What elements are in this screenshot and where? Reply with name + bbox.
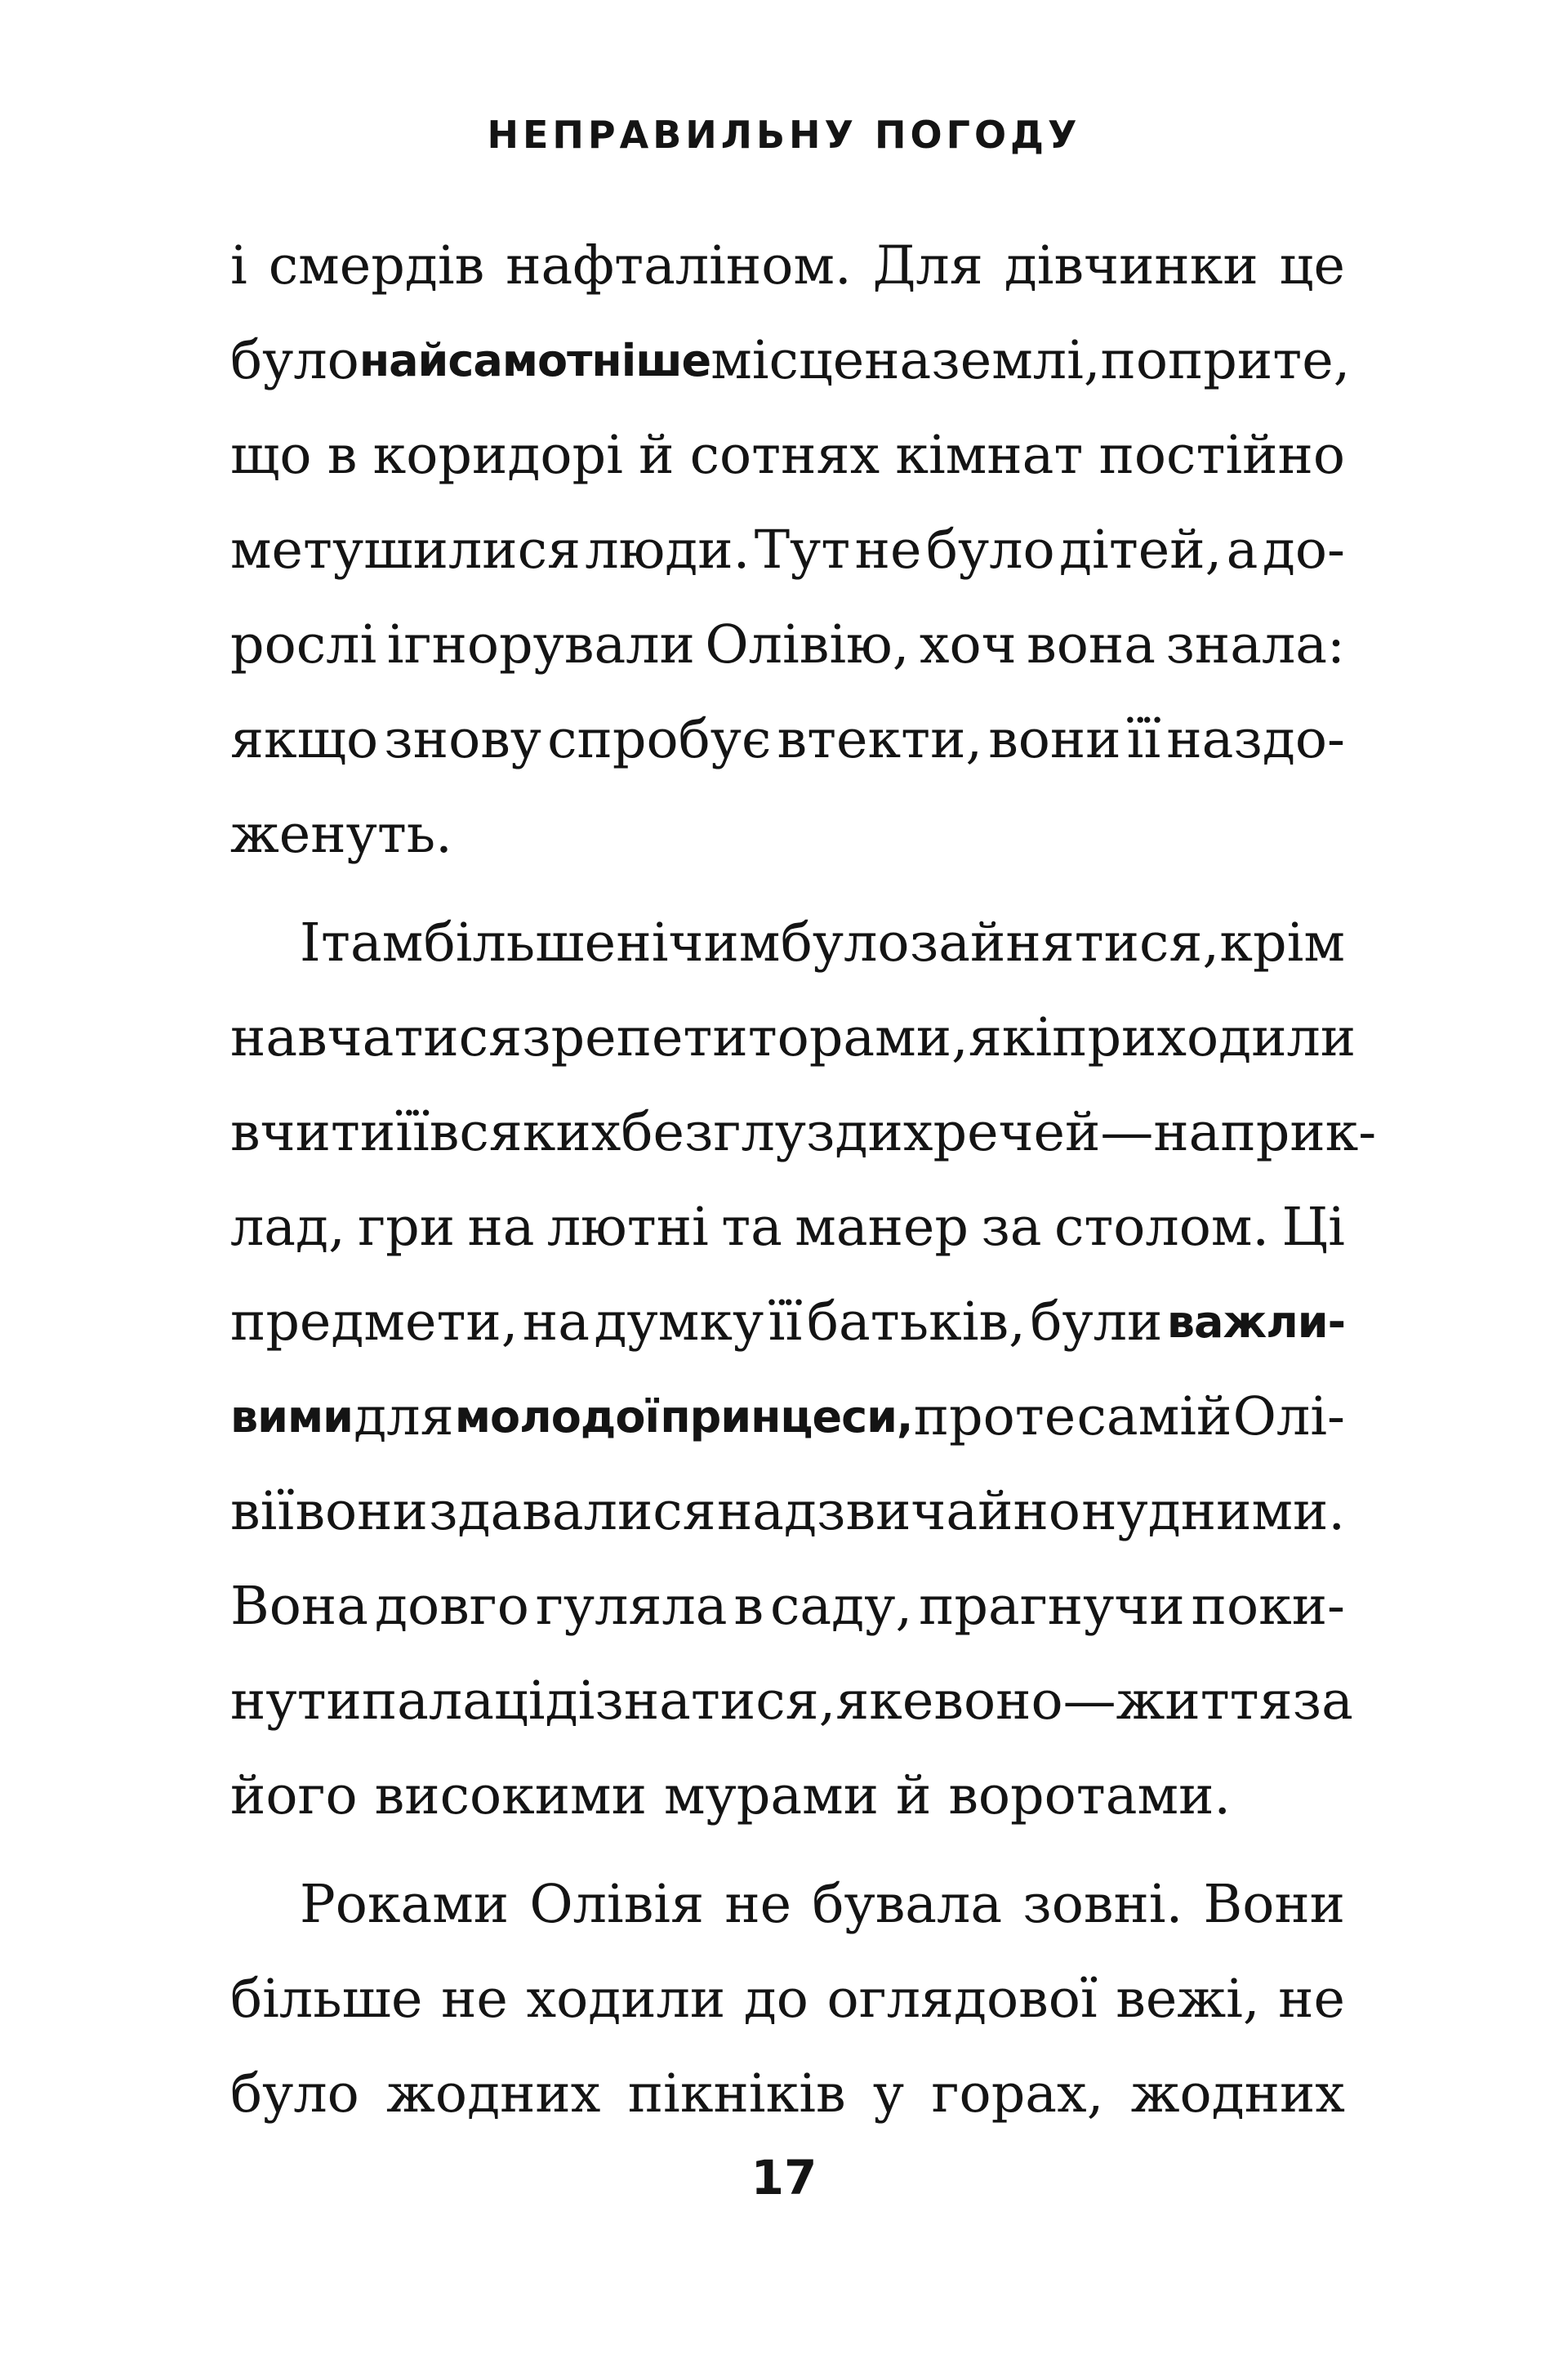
word: землі,	[931, 330, 1101, 391]
word: палац	[361, 1670, 528, 1732]
word: вони	[295, 1481, 428, 1542]
word: крім	[1219, 912, 1345, 974]
word: на	[467, 1197, 535, 1258]
word: на	[522, 1291, 590, 1353]
word: місце	[710, 330, 865, 391]
word: і	[528, 1670, 546, 1732]
word: Олі-	[1232, 1386, 1345, 1447]
word: її	[395, 1102, 430, 1163]
word: поки-	[1191, 1576, 1345, 1637]
word: це	[1279, 235, 1345, 297]
word: за	[1292, 1670, 1353, 1732]
text-line	[230, 503, 1345, 598]
paragraph	[230, 1857, 1345, 2142]
text-line	[230, 1180, 1345, 1275]
word: високими	[374, 1765, 647, 1826]
word: нути	[230, 1670, 362, 1732]
word: знала:	[1165, 614, 1345, 676]
word: нафталіном.	[506, 235, 852, 297]
word: Олівію,	[705, 614, 910, 676]
word: були	[1030, 1291, 1163, 1353]
word: її	[768, 1291, 803, 1353]
text-line	[230, 598, 1345, 693]
text-line	[230, 1749, 1345, 1844]
word: лютні	[546, 1197, 709, 1258]
word: коридорі	[372, 425, 623, 486]
word: мурами	[663, 1765, 879, 1826]
word: її	[1126, 709, 1161, 770]
word: не	[441, 1969, 508, 2030]
word: сотнях	[689, 425, 880, 486]
word: воно	[933, 1670, 1063, 1732]
word: зовні.	[1022, 1874, 1183, 1935]
word: проте	[913, 1386, 1076, 1447]
word: Вона	[230, 1576, 368, 1637]
word: дітей,	[1059, 520, 1223, 581]
text-line	[230, 2047, 1345, 2142]
body-text	[230, 219, 1377, 2142]
word: оглядової	[826, 1969, 1098, 2030]
word: з	[522, 1007, 551, 1068]
word: було	[230, 330, 359, 391]
word: які	[968, 1007, 1053, 1068]
text-line	[230, 1465, 1345, 1559]
word: гри	[358, 1197, 456, 1258]
word: жодних	[1130, 2063, 1345, 2125]
text-line	[230, 1952, 1345, 2047]
word: лад,	[230, 1197, 345, 1258]
word: було	[780, 912, 910, 974]
word: для	[354, 1386, 454, 1447]
word: ігнорували	[386, 614, 695, 676]
word: не	[854, 520, 922, 581]
word: женуть.	[230, 804, 452, 865]
text-line	[230, 1086, 1377, 1180]
word: вежі,	[1116, 1969, 1260, 2030]
word: саду,	[770, 1576, 913, 1637]
word: попри	[1100, 330, 1273, 391]
word: те,	[1272, 330, 1351, 391]
word: самій	[1076, 1386, 1232, 1447]
word: не	[724, 1874, 792, 1935]
word: довго	[374, 1576, 529, 1637]
word: кімнат	[895, 425, 1084, 486]
word: речей	[933, 1102, 1101, 1163]
word: до	[743, 1969, 808, 2030]
word: вчити	[230, 1102, 396, 1163]
word: у	[872, 2063, 905, 2125]
word: спробує	[547, 709, 772, 770]
word: життя	[1116, 1670, 1293, 1732]
word: вона	[1027, 614, 1156, 676]
paragraph-gap	[230, 882, 1345, 896]
paragraph-gap	[230, 1844, 1345, 1857]
word: приходили	[1052, 1007, 1356, 1068]
word: Роками	[300, 1874, 510, 1935]
word: бувала	[812, 1874, 1003, 1935]
word: втекти,	[777, 709, 983, 770]
word: люди.	[585, 520, 751, 581]
word: а	[1226, 520, 1258, 581]
word: й	[896, 1765, 932, 1826]
word: постійно	[1098, 425, 1345, 486]
paragraph	[230, 219, 1351, 882]
text-line	[230, 1275, 1345, 1370]
word: Вони	[1203, 1874, 1345, 1935]
text-line	[230, 219, 1345, 314]
word: більше	[423, 912, 617, 974]
word: безглуздих	[621, 1102, 933, 1163]
word: там	[321, 912, 424, 974]
word: горах,	[931, 2063, 1104, 2125]
word: до-	[1262, 520, 1345, 581]
word: Для	[872, 235, 983, 297]
word: репетиторами,	[550, 1007, 969, 1068]
word: пікніків	[627, 2063, 846, 2125]
word: ходили	[526, 1969, 726, 2030]
word: наздо-	[1166, 709, 1345, 770]
word: дізнатися,	[545, 1670, 836, 1732]
emphasized-word: молодої	[454, 1391, 660, 1443]
word: що	[230, 425, 312, 486]
word: Тут	[754, 520, 851, 581]
word: метушилися	[230, 520, 581, 581]
text-line	[230, 408, 1345, 503]
word: дівчинки	[1004, 235, 1258, 297]
emphasized-word: найсамотніше	[359, 335, 711, 386]
text-line	[230, 1857, 1345, 1952]
word: смердів	[268, 235, 485, 297]
word: та	[721, 1197, 782, 1258]
page-number: 17	[751, 2150, 817, 2205]
word: хоч	[919, 614, 1017, 676]
word: за	[981, 1197, 1042, 1258]
word: й	[639, 425, 675, 486]
word: столом.	[1054, 1197, 1270, 1258]
word: І	[300, 912, 321, 974]
word: предмети,	[230, 1291, 519, 1353]
word: рослі	[230, 614, 377, 676]
word: манер	[795, 1197, 969, 1258]
word: думку	[594, 1291, 764, 1353]
text-line	[230, 896, 1345, 991]
text-line	[230, 991, 1356, 1086]
word: прагнучи	[919, 1576, 1185, 1637]
word: якщо	[230, 709, 379, 770]
text-line	[230, 693, 1345, 787]
word: вії	[230, 1481, 295, 1542]
word: наприк-	[1153, 1102, 1377, 1163]
word: в	[733, 1576, 764, 1637]
word: навчатися	[230, 1007, 523, 1068]
emphasized-word: принцеси,	[660, 1391, 913, 1443]
text-line	[230, 787, 1345, 882]
word: надзвичайно	[716, 1481, 1080, 1542]
text-line	[230, 1654, 1353, 1749]
word: воротами.	[948, 1765, 1232, 1826]
emphasized-word: вими	[230, 1391, 353, 1443]
word: в	[327, 425, 358, 486]
word: —	[1062, 1670, 1116, 1732]
word: —	[1100, 1102, 1154, 1163]
word: було	[230, 2063, 359, 2125]
word: нічим	[616, 912, 781, 974]
word: його	[230, 1765, 358, 1826]
word: жодних	[386, 2063, 601, 2125]
emphasized-word: важли-	[1166, 1296, 1345, 1348]
word: було	[925, 520, 1055, 581]
text-line	[230, 314, 1351, 408]
word: на	[864, 330, 932, 391]
word: знову	[384, 709, 542, 770]
word: вони	[988, 709, 1121, 770]
text-line	[230, 1370, 1345, 1465]
word: більше	[230, 1969, 423, 2030]
word: зайнятися,	[909, 912, 1220, 974]
word: здавалися	[429, 1481, 716, 1542]
word: батьків,	[806, 1291, 1026, 1353]
word: всяких	[429, 1102, 621, 1163]
word: не	[1278, 1969, 1345, 2030]
word: і	[230, 235, 247, 297]
word: нудними.	[1081, 1481, 1345, 1542]
text-line	[230, 1559, 1345, 1654]
paragraph	[230, 896, 1377, 1844]
word: гуляла	[535, 1576, 728, 1637]
word: Ці	[1281, 1197, 1345, 1258]
word: яке	[835, 1670, 934, 1732]
running-header: НЕПРАВИЛЬНУ ПОГОДУ	[487, 113, 1081, 157]
word: Олівія	[529, 1874, 705, 1935]
